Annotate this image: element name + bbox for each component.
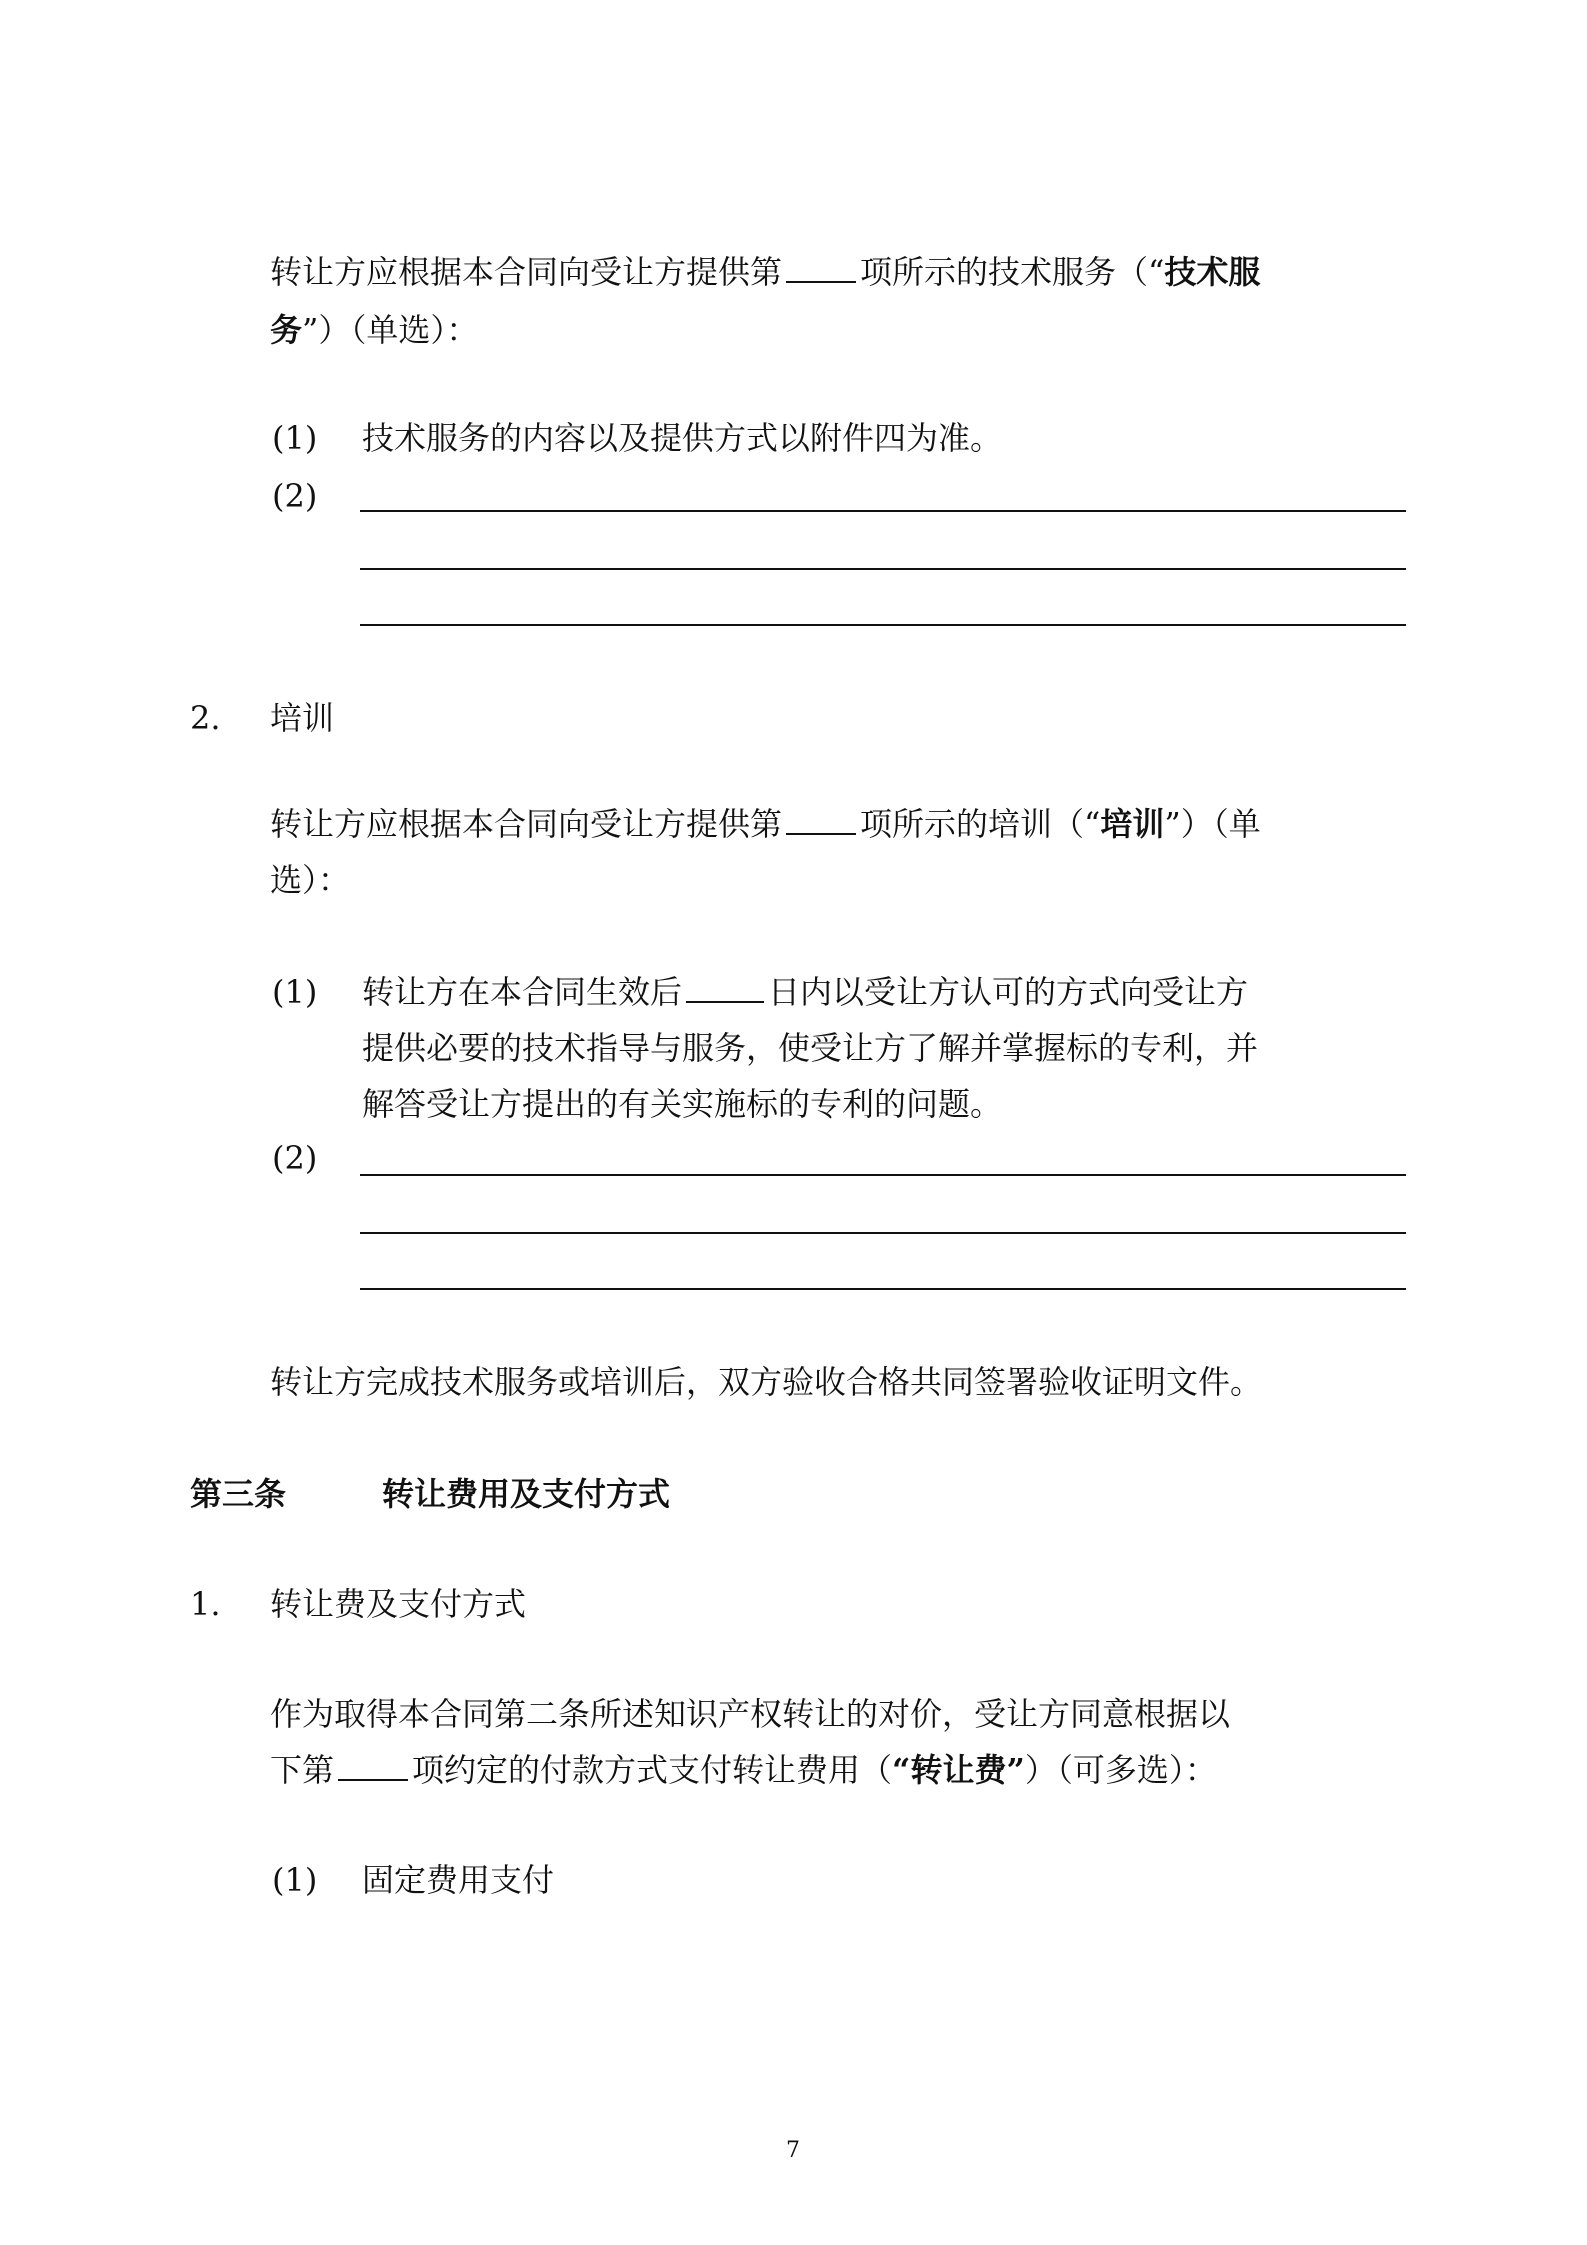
fee-intro-prefix: 下第	[270, 1751, 335, 1789]
training-option-1-line1	[362, 968, 1248, 1016]
training-term: 培训	[1100, 805, 1165, 843]
option-blank[interactable]	[338, 1749, 408, 1781]
training-option-1-line2: 提供必要的技术指导与服务，使受让方了解并掌握标的专利，并	[362, 1029, 1259, 1067]
fee-item-heading: 转让费及支付方式	[270, 1585, 527, 1623]
tech-service-intro-rest: ”）（单选）：	[302, 311, 479, 349]
tech-service-option-2-num: (2)	[272, 477, 318, 515]
training-heading: 培训	[270, 699, 335, 737]
acceptance-paragraph: 转让方完成技术服务或培训后，双方验收合格共同签署验收证明文件。	[270, 1363, 1263, 1401]
days-blank[interactable]	[686, 971, 764, 1003]
training-intro-suffix: 项所示的培训（“	[860, 805, 1101, 843]
tech-service-option-2-line-1[interactable]	[360, 510, 1406, 512]
fee-intro-mid: 项约定的付款方式支付转让费用（	[412, 1751, 893, 1789]
tech-service-option-1-text: 技术服务的内容以及提供方式以附件四为准。	[362, 419, 1003, 457]
training-option-2-line-2[interactable]	[360, 1232, 1406, 1234]
training-intro-tail: ”）（单	[1164, 805, 1261, 843]
fee-intro-tail: ）（可多选）：	[1024, 1751, 1217, 1789]
tech-service-option-1-num: (1)	[272, 419, 318, 457]
training-option-1-num: (1)	[272, 973, 318, 1011]
tech-service-intro-prefix: 转让方应根据本合同向受让方提供第	[270, 253, 783, 291]
training-num: 2.	[190, 699, 221, 737]
article-number: 第三条	[190, 1475, 287, 1513]
tech-service-option-2-line-2[interactable]	[360, 568, 1406, 570]
training-option-1-suffix: 日内以受让方认可的方式向受让方	[768, 973, 1249, 1011]
tech-service-term: 技术服	[1164, 253, 1261, 291]
article-title: 转让费用及支付方式	[382, 1475, 671, 1513]
training-option-2-line-3[interactable]	[360, 1288, 1406, 1290]
training-intro-line1	[270, 800, 1261, 848]
fee-term: “转让费”	[892, 1751, 1025, 1789]
training-option-1-line3: 解答受让方提出的有关实施标的专利的问题。	[362, 1085, 1003, 1123]
page-number: 7	[786, 2138, 800, 2163]
training-option-2-line-1[interactable]	[360, 1174, 1406, 1176]
tech-service-option-2-line-3[interactable]	[360, 624, 1406, 626]
tech-service-intro-suffix: 项所示的技术服务（“	[860, 253, 1165, 291]
training-option-1-prefix: 转让方在本合同生效后	[362, 973, 683, 1011]
fee-option-1-num: (1)	[272, 1861, 318, 1899]
training-intro-line2: 选）：	[270, 861, 351, 899]
training-intro-prefix: 转让方应根据本合同向受让方提供第	[270, 805, 783, 843]
tech-service-term-end: 务	[270, 311, 303, 349]
fee-intro-line1: 作为取得本合同第二条所述知识产权转让的对价，受让方同意根据以	[270, 1695, 1231, 1733]
fee-item-num: 1.	[190, 1585, 221, 1623]
fee-intro-line2	[270, 1746, 1217, 1794]
option-blank[interactable]	[786, 803, 856, 835]
training-option-2-num: (2)	[272, 1139, 318, 1177]
tech-service-intro-line2	[270, 306, 478, 354]
fee-option-1-text: 固定费用支付	[362, 1861, 555, 1899]
option-blank[interactable]	[786, 251, 856, 283]
tech-service-intro-line1	[270, 248, 1260, 296]
